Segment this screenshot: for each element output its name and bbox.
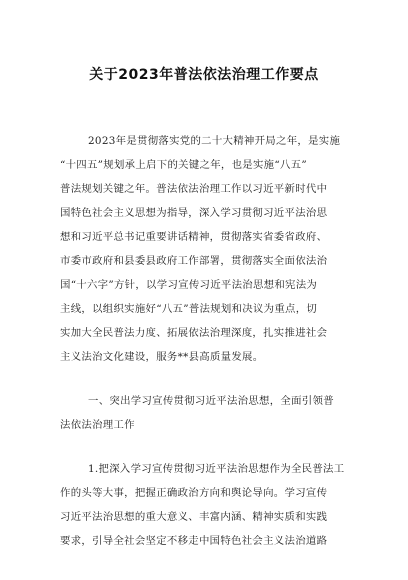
section-heading-line-2: 法依法治理工作 [60, 419, 135, 431]
para1-line-2: “十四五”规划承上启下的关键之年，也是实施“八五” [60, 159, 307, 171]
para1-line-10: 主义法治文化建设，服务**县高质量发展。 [60, 351, 264, 363]
section-heading-line-1: 一、突出学习宣传贯彻习近平法治思想，全面引领普 [88, 395, 334, 407]
para2-line-1: 1.把深入学习宣传贯彻习近平法治思想作为全民普法工 [88, 463, 345, 475]
para1-line-3: 普法规划关键之年。普法依法治理工作以习近平新时代中 [60, 183, 328, 195]
document-title: 关于2023年普法依法治理工作要点 [89, 67, 319, 83]
para2-line-3: 习近平法治思想的重大意义、丰富内涵、精神实质和实践 [60, 511, 328, 523]
para1-line-1: 2023年是贯彻落实党的二十大精神开局之年，是实施 [88, 135, 341, 147]
para2-line-2: 作的头等大事，把握正确政治方向和舆论导向。学习宣传 [60, 487, 328, 499]
para1-line-7: 国“十六字”方针，以学习宣传习近平法治思想和宪法为 [60, 279, 318, 291]
para2-line-4: 要求，引导全社会坚定不移走中国特色社会主义法治道路 [60, 535, 328, 547]
para1-line-6: 市委市政府和县委县政府工作部署，贯彻落实全面依法治 [60, 255, 328, 267]
para1-line-4: 国特色社会主义思想为指导，深入学习贯彻习近平法治思 [60, 207, 328, 219]
para1-line-9: 实加大全民普法力度、拓展依法治理深度，扎实推进社会 [60, 327, 328, 339]
para1-line-8: 主线，以组织实施好“八五”普法规划和决议为重点，切 [60, 303, 318, 315]
para1-line-5: 想和习近平总书记重要讲话精神，贯彻落实省委省政府、 [60, 231, 328, 243]
